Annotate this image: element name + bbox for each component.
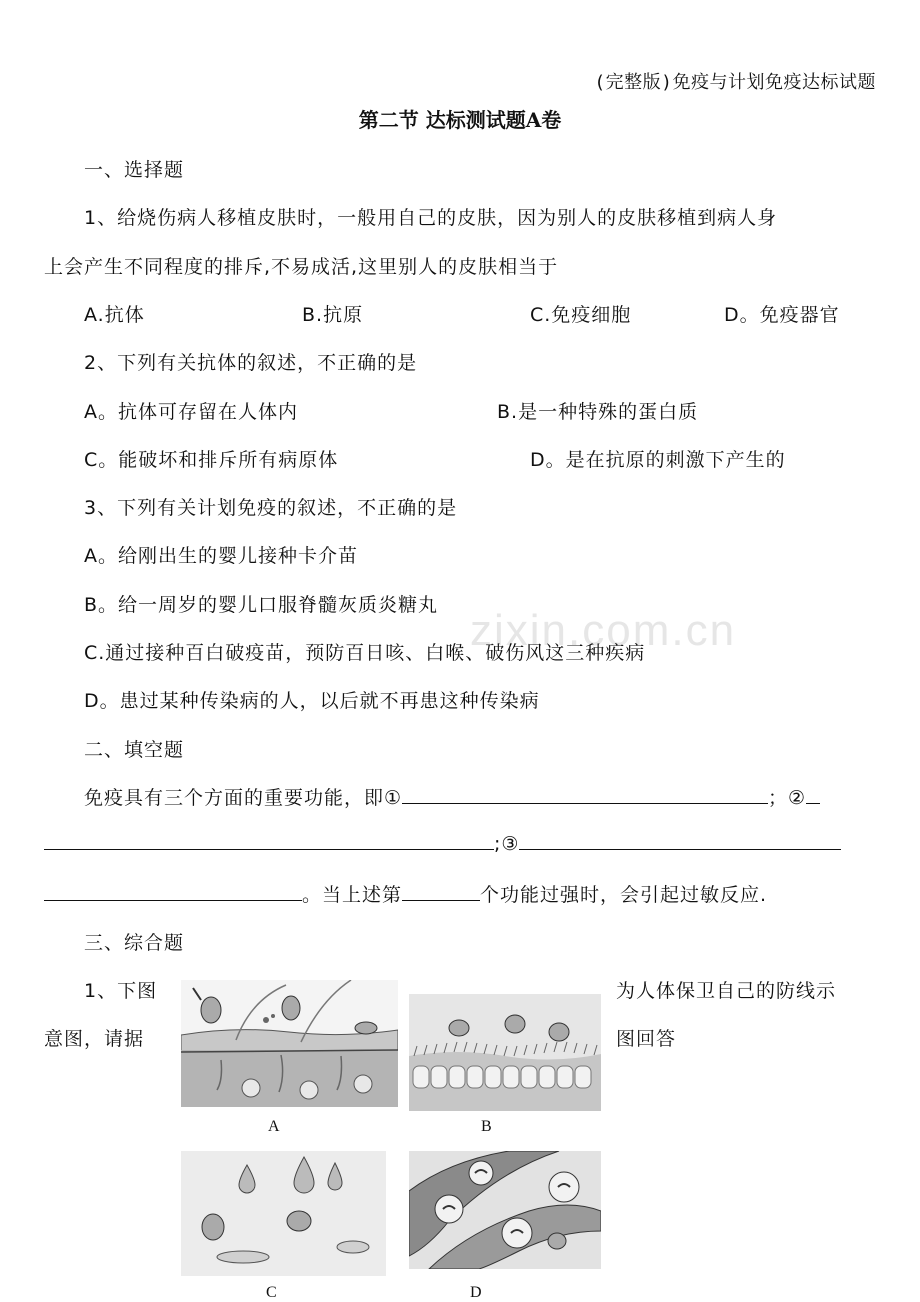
page-title: 第二节 达标测试题A卷	[358, 108, 562, 132]
fill-line3-text-a: 。当上述第	[302, 884, 403, 906]
blank-4[interactable]	[402, 882, 480, 901]
q2-text: 2、下列有关抗体的叙述，不正确的是	[84, 352, 418, 374]
q1-text-line2: 上会产生不同程度的排斥,不易成活,这里别人的皮肤相当于	[44, 256, 559, 278]
figure-a-label: A	[268, 1118, 280, 1135]
q1-option-b: B.抗原	[302, 304, 364, 326]
section2-heading: 二、填空题	[84, 739, 185, 761]
q3-1-left-line2: 意图，请据	[44, 1028, 145, 1050]
q3-text: 3、下列有关计划免疫的叙述，不正确的是	[84, 497, 458, 519]
q3-1-right-line1: 为人体保卫自己的防线示	[616, 980, 837, 1002]
q2-option-d: D。是在抗原的刺激下产生的	[530, 449, 786, 471]
q2-option-b: B.是一种特殊的蛋白质	[497, 401, 699, 423]
q2-option-c: C。能破坏和排斥所有病原体	[84, 449, 339, 471]
fill-line1-sep: ；②	[768, 787, 807, 809]
q1-option-a: A.抗体	[84, 304, 145, 326]
section3-heading: 三、综合题	[84, 932, 185, 954]
q1-option-d: D。免疫器官	[724, 304, 840, 326]
q1-option-c: C.免疫细胞	[530, 304, 632, 326]
q3-option-d: D。患过某种传染病的人，以后就不再患这种传染病	[84, 690, 540, 712]
fill-line2-sep: ;③	[494, 833, 520, 855]
q3-option-b: B。给一周岁的婴儿口服脊髓灰质炎糖丸	[84, 594, 439, 616]
blank-3[interactable]	[44, 882, 302, 901]
q1-text-line1: 1、给烧伤病人移植皮肤时，一般用自己的皮肤，因为别人的皮肤移植到病人身	[84, 207, 778, 229]
q3-1-left-line1: 1、下图	[84, 980, 158, 1002]
q3-option-c: C.通过接种百白破疫苗，预防百日咳、白喉、破伤风这三种疾病	[84, 642, 646, 664]
blank-3-start[interactable]	[519, 831, 841, 850]
blank-1[interactable]	[402, 785, 768, 804]
blank-2-start[interactable]	[806, 785, 820, 804]
blank-2[interactable]	[44, 831, 494, 850]
q2-option-a: A。抗体可存留在人体内	[84, 401, 298, 423]
q3-option-a: A。给刚出生的婴儿接种卡介苗	[84, 545, 358, 567]
fill-line-2	[44, 831, 841, 855]
figure-c-bactericidal-fluid	[181, 1151, 386, 1276]
section1-heading: 一、选择题	[84, 159, 185, 181]
figure-b-label: B	[481, 1118, 492, 1135]
figure-a-skin-barrier	[181, 980, 398, 1107]
figure-d-label: D	[470, 1284, 482, 1301]
fill-line1-text: 免疫具有三个方面的重要功能，即①	[84, 787, 403, 809]
figure-c-label: C	[266, 1284, 277, 1301]
fill-line-1	[84, 783, 820, 810]
page-header: (完整版)免疫与计划免疫达标试题	[594, 72, 876, 93]
figure-d-phagocytes	[409, 1151, 601, 1269]
q3-1-right-line2: 图回答	[616, 1028, 677, 1050]
watermark: zixin.com.cn	[470, 606, 737, 655]
fill-line3-text-b: 个功能过强时，会引起过敏反应.	[480, 884, 768, 906]
figure-b-mucous-membrane	[409, 994, 601, 1111]
fill-line-3	[44, 880, 767, 907]
